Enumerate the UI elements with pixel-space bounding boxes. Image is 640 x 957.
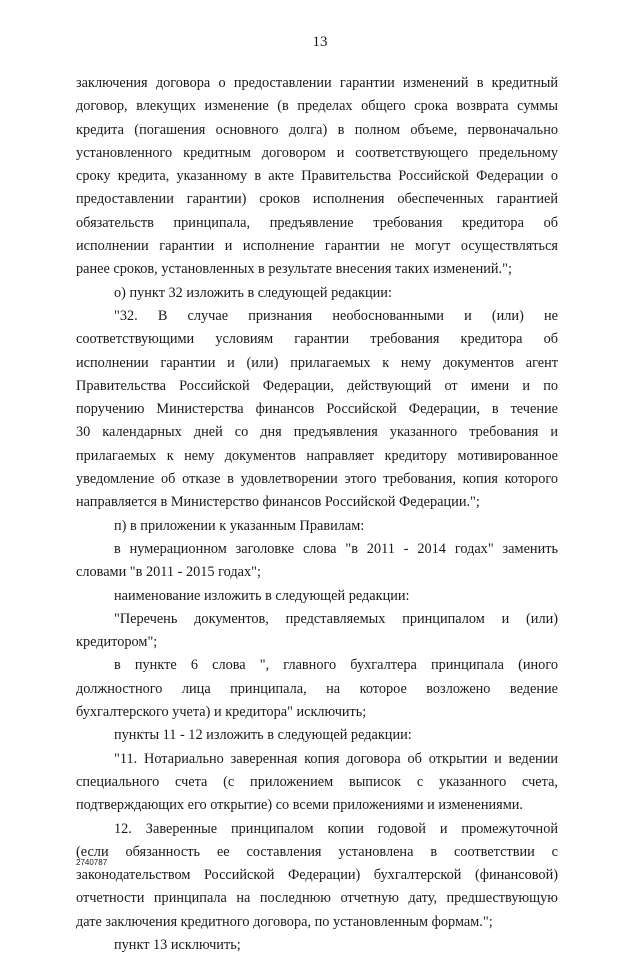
text-line: 30 календарных дней со дня предъявления указанного требования и bbox=[76, 424, 558, 441]
text-line: сроку кредита, указанному в акте Правительства Российской Федерации о bbox=[76, 168, 558, 185]
text-line: должностного лица принципала, на которое возложено ведение bbox=[76, 680, 558, 697]
text-line: о) пункт 32 изложить в следующей редакции: bbox=[114, 284, 392, 301]
text-line: Правительства Российской Федерации, действующий от имени и по bbox=[76, 377, 558, 394]
text-line: кредитором"; bbox=[76, 634, 158, 651]
text-line: поручению Министерства финансов Российской Федерации, в течение bbox=[76, 401, 558, 418]
document-body bbox=[76, 72, 558, 957]
text-line: договор, влекущих изменение (в пределах общего срока возврата суммы bbox=[76, 98, 558, 115]
text-line: в пункте 6 слова ", главного бухгалтера принципала (иного bbox=[114, 657, 558, 674]
text-line: пункт 13 исключить; bbox=[114, 936, 241, 953]
text-line: в нумерационном заголовке слова "в 2011 - 2014 годах" заменить bbox=[114, 540, 558, 557]
text-line: предоставлении гарантии) сроков исполнения обеспеченных гарантией bbox=[76, 191, 558, 208]
text-line: "32. В случае признания необоснованными и (или) не bbox=[114, 307, 558, 324]
text-line: наименование изложить в следующей редакции: bbox=[114, 587, 410, 604]
text-line: обязательств принципала, предъявление требования кредитора об bbox=[76, 214, 558, 231]
text-line: бухгалтерского учета) и кредитора" исключить; bbox=[76, 704, 367, 721]
text-line: п) в приложении к указанным Правилам: bbox=[114, 517, 365, 534]
text-line: подтверждающих его открытие) со всеми приложениями и изменениями. bbox=[76, 797, 523, 814]
text-line: дате заключения кредитного договора, по установленным формам."; bbox=[76, 913, 493, 930]
text-line: установленного кредитным договором и соответствующего предельному bbox=[76, 144, 558, 161]
text-line: прилагаемых к нему документов направляет кредитору мотивированное bbox=[76, 447, 558, 464]
text-line: ранее сроков, установленных в результате внесения таких изменений."; bbox=[76, 261, 512, 278]
text-line: пункты 11 - 12 изложить в следующей редакции: bbox=[114, 727, 412, 744]
text-line: заключения договора о предоставлении гарантии изменений в кредитный bbox=[76, 75, 558, 91]
text-line: 12. Заверенные принципалом копии годовой и промежуточной bbox=[114, 820, 558, 837]
document-id: 2740787 bbox=[76, 858, 108, 867]
text-line: уведомление об отказе в удовлетворении этого требования, копия которого bbox=[76, 471, 558, 488]
text-line: направляется в Министерство финансов Российской Федерации."; bbox=[76, 494, 480, 511]
text-line: "11. Нотариально заверенная копия договора об открытии и ведении bbox=[114, 750, 558, 767]
text-line: (если обязанность ее составления установлена в соответствии с bbox=[76, 843, 558, 860]
text-line: отчетности принципала на последнюю отчетную дату, предшествующую bbox=[76, 890, 558, 907]
text-line: исполнении гарантии и исполнение гарантии не могут осуществляться bbox=[76, 238, 558, 255]
text-line: специального счета (с приложением выписок с указанного счета, bbox=[76, 773, 558, 790]
text-line: соответствующими условиям гарантии требования кредитора об bbox=[76, 331, 558, 348]
text-line: кредита (погашения основного долга) в полном объеме, первоначально bbox=[76, 121, 558, 138]
text-line: "Перечень документов, представляемых принципалом и (или) bbox=[114, 610, 558, 627]
text-line: исполнении гарантии и (или) прилагаемых к нему документов агент bbox=[76, 354, 558, 371]
page-number: 13 bbox=[312, 34, 328, 50]
text-line: законодательством Российской Федерации) бухгалтерской (финансовой) bbox=[76, 867, 558, 884]
text-line: словами "в 2011 - 2015 годах"; bbox=[76, 564, 261, 581]
